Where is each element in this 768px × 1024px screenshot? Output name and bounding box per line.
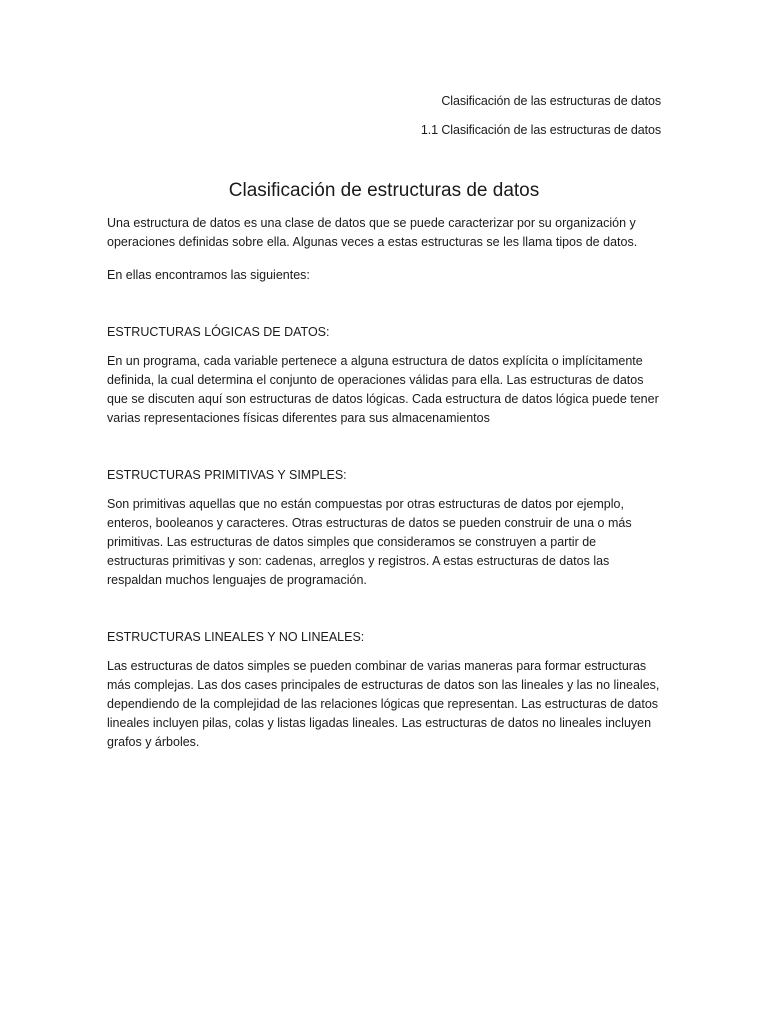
paragraph-line: respaldan muchos lenguajes de programación. [107,573,367,587]
paragraph-line: Las estructuras de datos simples se pueden combinar de varias maneras para formar estructuras [107,659,647,673]
paragraph-line: que se discuten aquí son estructuras de datos lógicas. Cada estructura de datos lógica puede tener [107,392,659,406]
paragraph-line: enteros, booleanos y caracteres. Otras estructuras de datos se pueden construir de una o más [107,516,632,530]
section-heading-logicas: ESTRUCTURAS LÓGICAS DE DATOS: [107,325,330,339]
paragraph-line: Una estructura de datos es una clase de datos que se puede caracterizar por su organización y [107,216,636,230]
paragraph-line: varias representaciones físicas diferentes para sus almacenamientos [107,411,490,425]
intro-paragraph [107,214,662,252]
paragraph-line: operaciones definidas sobre ella. Algunas veces a estas estructuras se les llama tipos de datos. [107,235,638,249]
paragraph-line: definida, la cual determina el conjunto de operaciones válidas para ella. Las estructuras de datos [107,373,644,387]
section-paragraph-primitivas [107,495,662,590]
paragraph-line: más complejas. Las dos cases principales de estructuras de datos son las lineales y las no lineales, [107,678,660,692]
section-heading-lineales: ESTRUCTURAS LINEALES Y NO LINEALES: [107,630,365,644]
section-header: 1.1 Clasificación de las estructuras de datos [420,123,661,137]
section-heading-primitivas: ESTRUCTURAS PRIMITIVAS Y SIMPLES: [107,468,347,482]
paragraph-line: lineales incluyen pilas, colas y listas ligadas lineales. Las estructuras de datos no lineales incluyen [107,716,652,730]
section-paragraph-logicas [107,352,662,428]
page-title: Clasificación de estructuras de datos [228,180,540,201]
paragraph-line: En un programa, cada variable pertenece a alguna estructura de datos explícita o implícitamente [107,354,643,368]
paragraph-line: Son primitivas aquellas que no están compuestas por otras estructuras de datos por ejemplo, [107,497,624,511]
running-header: Clasificación de las estructuras de datos [441,94,661,108]
paragraph-line: primitivas. Las estructuras de datos simples que consideramos se construyen a partir de [107,535,597,549]
paragraph-line: grafos y árboles. [107,735,200,749]
section-paragraph-lineales [107,657,662,752]
lead-in-paragraph: En ellas encontramos las siguientes: [107,268,310,282]
paragraph-line: dependiendo de la complejidad de las relaciones lógicas que representan. Las estructuras de datos [107,697,659,711]
paragraph-line: estructuras primitivas y son: cadenas, arreglos y registros. A estas estructuras de datos las [107,554,610,568]
